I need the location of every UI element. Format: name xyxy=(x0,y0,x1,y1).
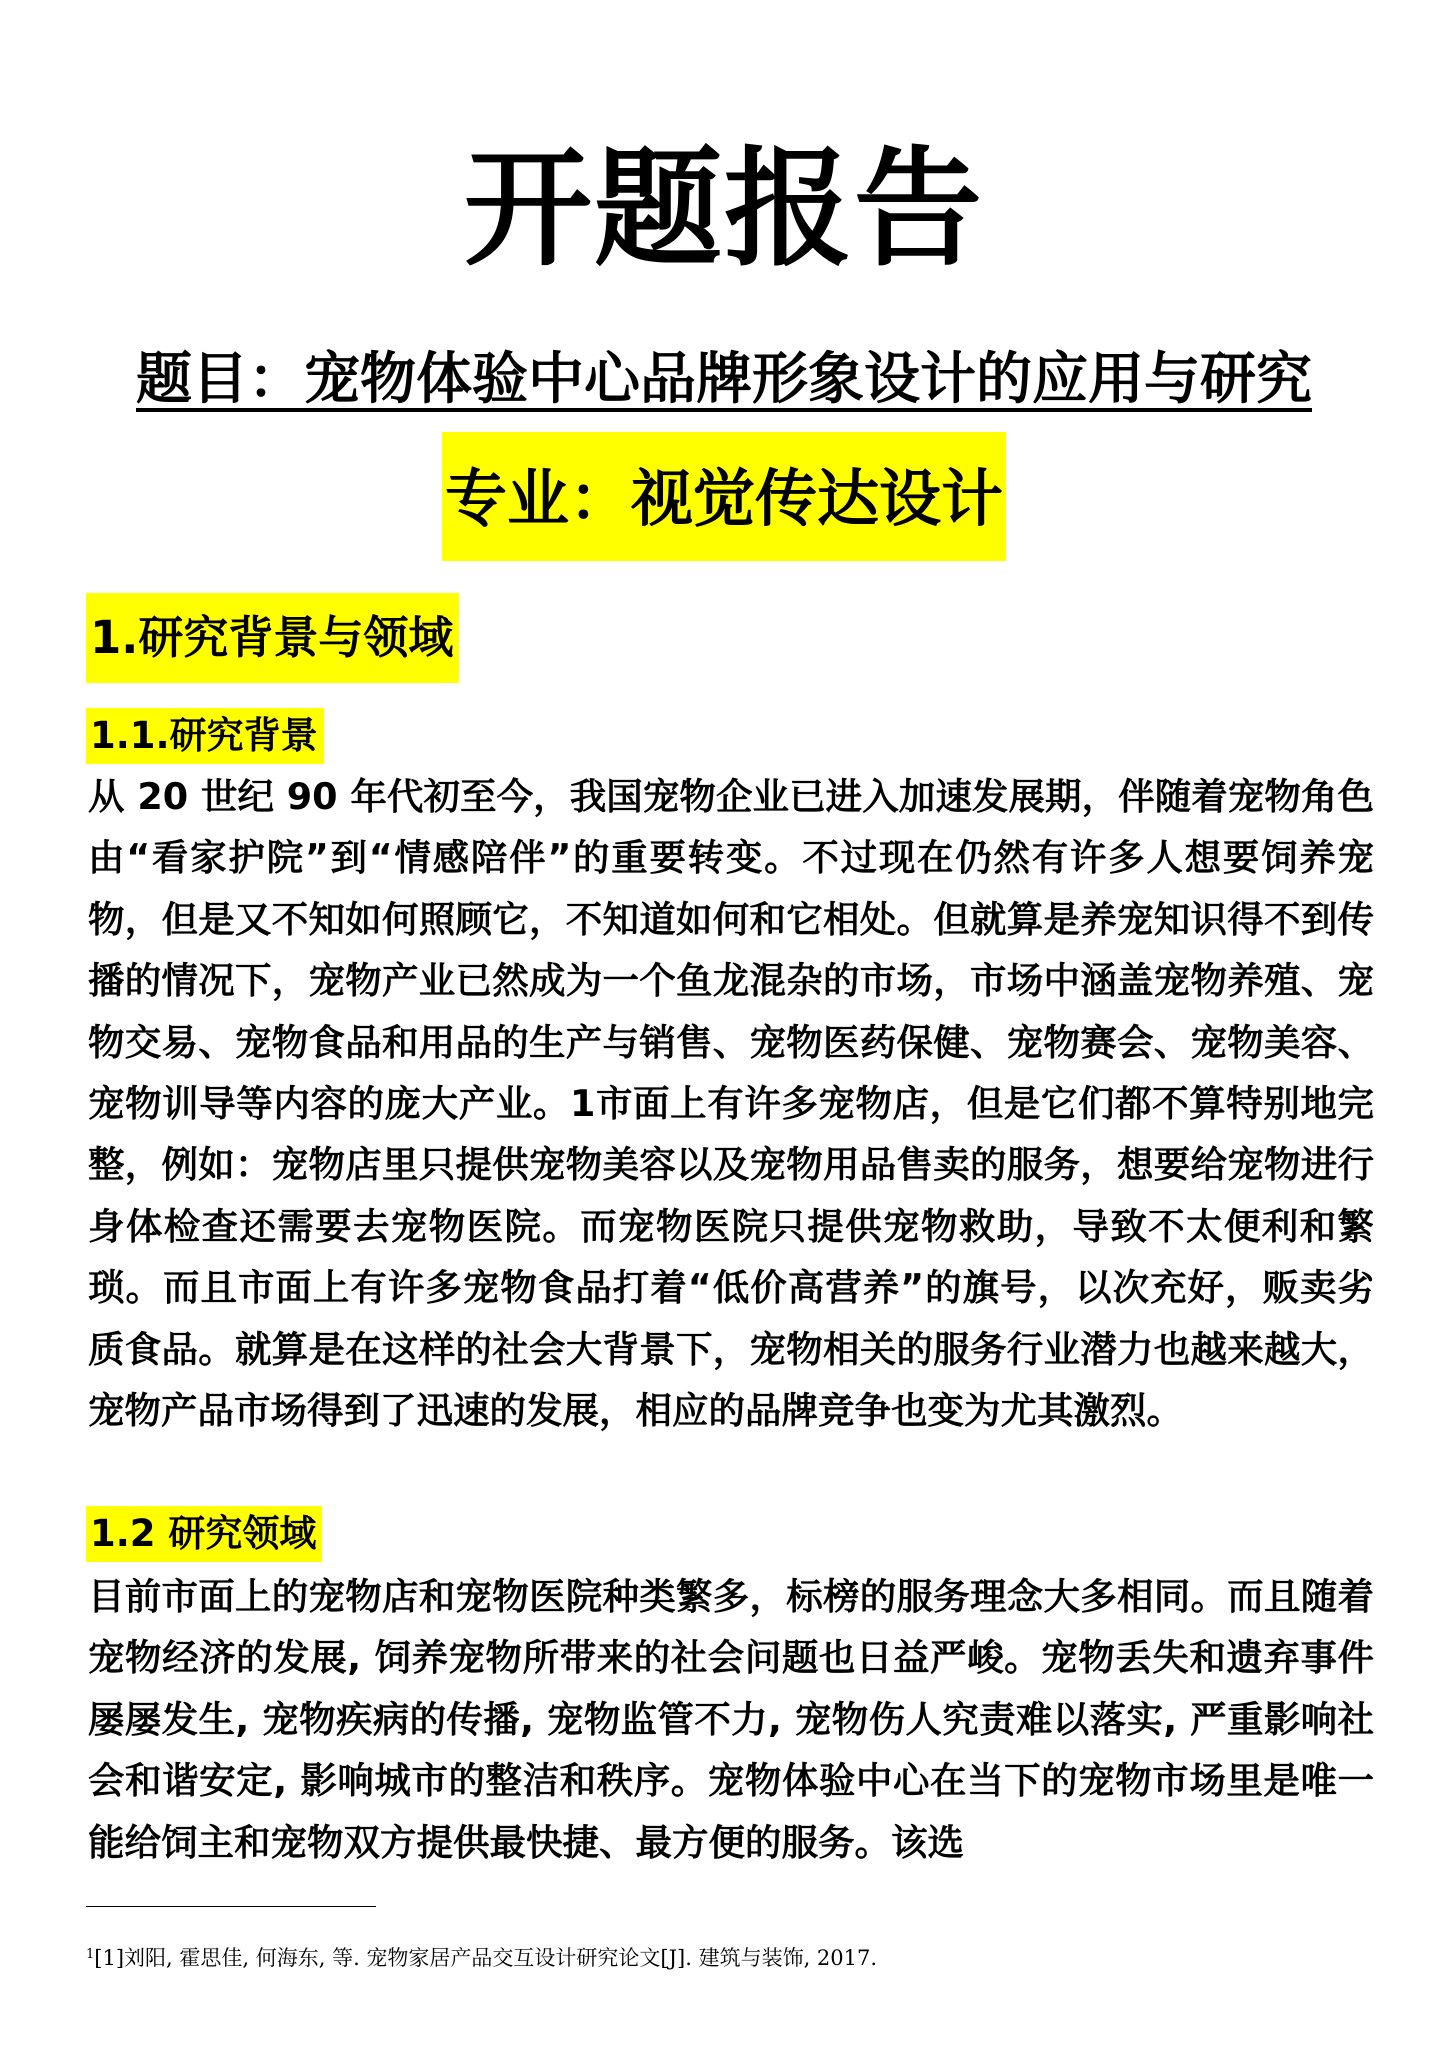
footnote-divider xyxy=(86,1906,376,1907)
footnote-text: [1]刘阳, 霍思佳, 何海东, 等. 宠物家居产品交互设计研究论文[J]. 建筑与装饰, 2017. xyxy=(94,1946,878,1970)
research-background-paragraph: 从 20 世纪 90 年代初至今，我国宠物企业已进入加速发展期，伴随着宠物角色由“看家护院”到“情感陪伴”的重要转变。不过现在仍然有许多人想要饲养宠物，但是又不知如何照顾它，不知道如何和它相处。但就算是养宠知识得不到传播的情况下，宠物产业已然成为一个鱼龙混杂的市场，市场中涵盖宠物养殖、宠物交易、宠物食品和用品的生产与销售、宠物医药保健、宠物赛会、宠物美容、宠物训导等内容的庞大产业。1市面上有许多宠物店，但是它们都不算特别地完整，例如：宠物店里只提供宠物美容以及宠物用品售卖的服务，想要给宠物进行身体检查还需要去宠物医院。而宠物医院只提供宠物救助，导致不太便利和繁琐。而且市面上有许多宠物食品打着“低价高营养”的旗号，以次充好，贩卖劣质食品。就算是在这样的社会大背景下，宠物相关的服务行业潜力也越来越大，宠物产品市场得到了迅速的发展，相应的品牌竞争也变为尤其激烈。 xyxy=(88,775,1374,1433)
research-field-paragraph: 目前市面上的宠物店和宠物医院种类繁多，标榜的服务理念大多相同。而且随着宠物经济的发展, 饲养宠物所带来的社会问题也日益严峻。宠物丢失和遗弃事件屡屡发生, 宠物疾病的传播, 宠物监管不力, 宠物伤人究责难以落实, 严重影响社会和谐安定, 影响城市的整洁和秩序。宠物体验中心在当下的宠物市场里是唯一能给饲主和宠物双方提供最快捷、最方便的服务。该选 xyxy=(88,1575,1374,1864)
footnote xyxy=(86,1940,877,1973)
major-line xyxy=(0,432,1448,561)
section-heading-1: 1.研究背景与领域 xyxy=(86,593,459,683)
topic-line xyxy=(0,340,1448,420)
subsection-heading-1-2: 1.2 研究领域 xyxy=(86,1506,322,1562)
page-title: 开题报告 xyxy=(463,135,984,284)
major-text: 专业：视觉传达设计 xyxy=(442,432,1006,561)
topic-text: 题目：宠物体验中心品牌形象设计的应用与研究 xyxy=(136,347,1312,412)
footnote-marker: 1 xyxy=(86,1947,95,1962)
subsection-heading-1-1: 1.1.研究背景 xyxy=(86,708,324,764)
